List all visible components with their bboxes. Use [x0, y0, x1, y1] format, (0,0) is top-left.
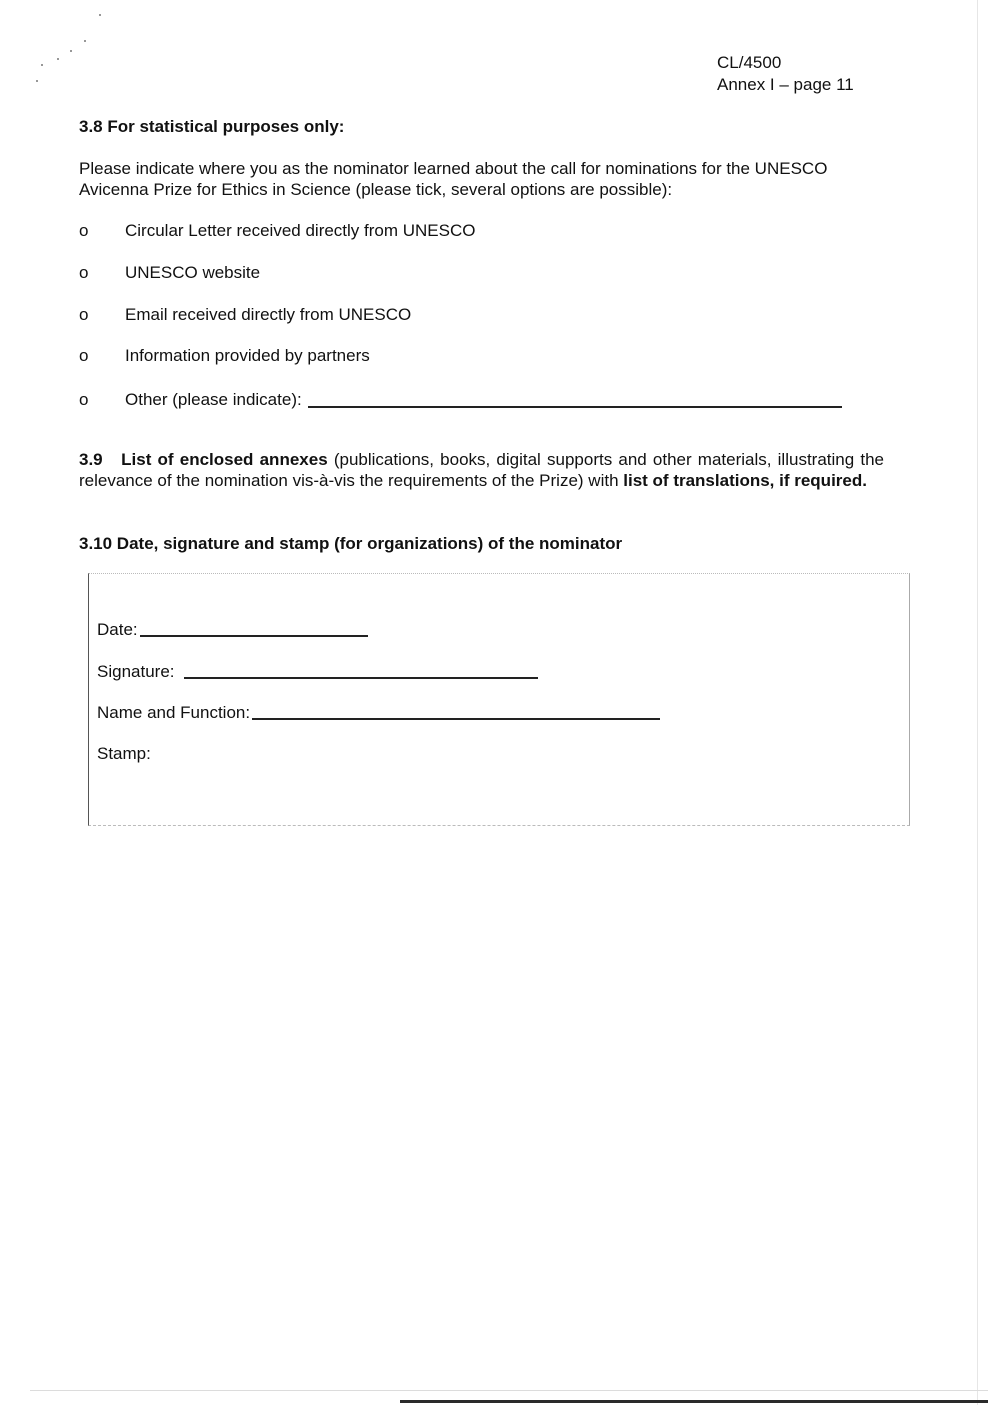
section-3-9-title: List of enclosed annexes [121, 450, 328, 469]
option-label: Circular Letter received directly from UNESCO [125, 221, 476, 240]
scan-edge-bottom-dark [400, 1400, 988, 1403]
document-reference [717, 52, 854, 96]
section-3-9-bold-tail: list of translations, if required. [623, 471, 867, 490]
name-function-label: Name and Function: [97, 703, 251, 722]
section-3-9-paragraph [79, 449, 884, 491]
signature-box [88, 573, 910, 826]
option-email[interactable] [79, 303, 411, 325]
option-label: Other (please indicate): [125, 390, 302, 409]
scan-speck [41, 64, 43, 66]
stamp-field [97, 744, 151, 764]
signature-input-line[interactable] [184, 677, 538, 679]
date-input-line[interactable] [140, 635, 368, 637]
document-code: CL/4500 [717, 53, 782, 72]
name-function-input-line[interactable] [252, 718, 660, 720]
scan-speck [36, 80, 38, 82]
section-3-8-heading: 3.8 For statistical purposes only: [79, 117, 345, 136]
option-label: Information provided by partners [125, 346, 370, 365]
scan-speck [99, 14, 101, 16]
checkbox-bullet[interactable]: o [79, 263, 89, 282]
date-field[interactable] [97, 620, 368, 640]
date-label: Date: [97, 620, 138, 639]
stamp-label: Stamp: [97, 744, 151, 763]
section-3-8-intro: Please indicate where you as the nominator learned about the call for nominations for the UNESCO Avicenna Prize for Ethics in Science (please tick, several options are possible): [79, 159, 828, 199]
scan-speck [70, 50, 72, 52]
checkbox-bullet[interactable]: o [79, 346, 89, 365]
checkbox-bullet[interactable]: o [79, 390, 89, 409]
section-3-10-heading: 3.10 Date, signature and stamp (for organizations) of the nominator [79, 534, 623, 553]
option-label: UNESCO website [125, 263, 261, 282]
checkbox-bullet[interactable]: o [79, 221, 89, 240]
scan-edge-right [977, 0, 978, 1405]
option-circular-letter[interactable] [79, 219, 475, 241]
section-3-9-text: (publications, books, digital supports and other materials, illustrating the relevance of the nomination vis-à-vis the requirements of the Prize) with [79, 450, 884, 490]
checkbox-bullet[interactable]: o [79, 305, 89, 324]
signature-field[interactable] [97, 662, 538, 682]
option-label: Email received directly from UNESCO [125, 305, 412, 324]
signature-label: Signature: [97, 662, 175, 681]
option-partners[interactable] [79, 344, 370, 366]
scan-speck [57, 58, 59, 60]
page-number: Annex I – page 11 [717, 75, 854, 94]
scan-edge-bottom [30, 1390, 988, 1391]
other-input-line[interactable] [308, 406, 842, 408]
name-function-field[interactable] [97, 703, 660, 723]
section-3-9-number: 3.9 [79, 450, 103, 469]
option-unesco-website[interactable] [79, 261, 260, 283]
option-other[interactable] [79, 388, 842, 410]
scan-speck [84, 40, 86, 42]
